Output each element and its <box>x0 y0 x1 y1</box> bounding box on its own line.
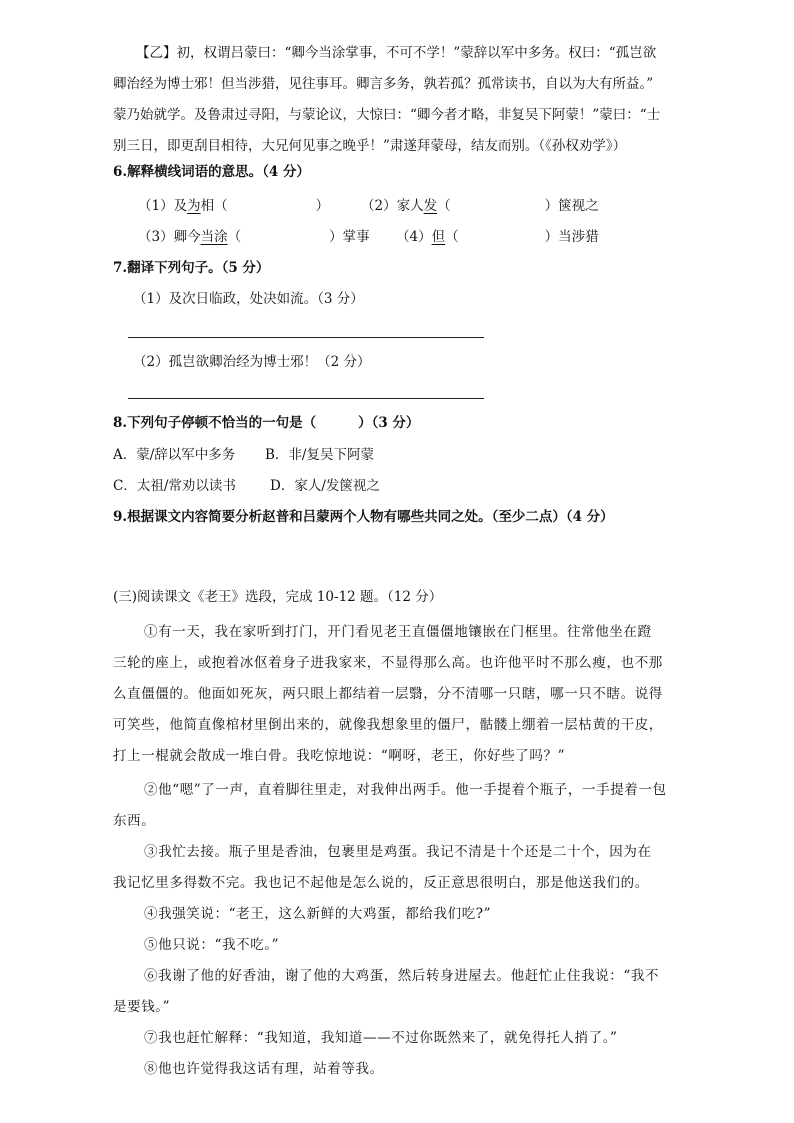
q6-item-3 <box>138 228 370 246</box>
laowang-p8: ⑧他也许觉得我这话有理，站着等我。 <box>144 1061 384 1077</box>
laowang-p4: ④我强笑说：“老王，这么新鲜的大鸡蛋，都给我们吃?” <box>144 906 492 922</box>
q6-item-1-close: ） <box>315 198 330 214</box>
q6-item-2-pre: （2）家人 <box>361 198 424 214</box>
q8-option-b: B．非/复吴下阿蒙 <box>265 447 374 463</box>
laowang-p1-line-5: 打上一棍就会散成一堆白骨。我吃惊地说：“啊呀，老王，你好些了吗？” <box>113 748 566 764</box>
section-3-title: (三)阅读课文《老王》选段，完成 10-12 题。（12 分） <box>113 589 443 605</box>
laowang-p3-line-2: 我记忆里多得数不完。我也记不起他是怎么说的，反正意思很明白，那是他送我们的。 <box>113 875 649 891</box>
q6-item-3-close: ）掌事 <box>329 229 370 245</box>
laowang-p1-line-4: 可笑些，他简直像棺材里倒出来的，就像我想象里的僵尸，骷髅上绷着一层枯黄的干皮， <box>113 717 663 733</box>
q6-item-1-pre: （1）及 <box>138 198 188 214</box>
q6-item-4-word: 但 <box>431 229 446 245</box>
q6-item-4 <box>396 228 599 246</box>
q6-item-3-word: 当涂 <box>200 229 228 245</box>
q8-title-text: 8.下列句子停顿不恰当的一句是（ <box>113 415 317 431</box>
passage-b-line-3: 蒙乃始就学。及鲁肃过寻阳，与蒙论议，大惊曰：“卿今者才略，非复吴下阿蒙！”蒙曰：“士 <box>113 107 661 123</box>
q6-item-2-word: 发 <box>423 198 438 214</box>
laowang-p6-line-1: ⑥我谢了他的好香油，谢了他的大鸡蛋，然后转身进屋去。他赶忙止住我说：“我不 <box>144 968 660 984</box>
q6-item-3-post: （ <box>227 229 242 245</box>
q6-item-4-post: （ <box>445 229 459 245</box>
laowang-p6-line-2: 是要钱。” <box>113 999 171 1015</box>
passage-b-line-1: 【乙】初，权谓吕蒙曰：“卿今当涂掌事，不可不学！”蒙辞以军中多务。权曰：“孤岂欲 <box>136 45 657 61</box>
laowang-p5: ⑤他只说：“我不吃。” <box>144 937 280 953</box>
passage-b-line-2: 卿治经为博士邪！但当涉猎，见往事耳。卿言多务，孰若孤？孤常读书，自以为大有所益。” <box>113 76 654 92</box>
q6-item-4-close: ）当涉猎 <box>544 229 599 245</box>
q7-answer-line-1[interactable] <box>128 337 484 338</box>
q8-option-c: C．太祖/常劝以读书 <box>113 478 236 494</box>
laowang-p2-line-1: ②他“嗯”了一声，直着脚往里走，对我伸出两手。他一手提着个瓶子，一手提着一包 <box>144 782 667 798</box>
q6-item-2-post: （ <box>437 198 451 214</box>
q7-answer-line-2[interactable] <box>128 398 484 399</box>
laowang-p1-line-3: 么直僵僵的。他面如死灰，两只眼上都结着一层翳，分不清哪一只瞎，哪一只不瞎。说得 <box>113 686 663 702</box>
q6-item-3-pre: （3）卿今 <box>138 229 201 245</box>
passage-b-line-4: 别三日，即更刮目相待，大兄何见事之晚乎！”肃遂拜蒙母，结友而别。（《孙权劝学》） <box>113 138 627 154</box>
q6-item-1-word: 为 <box>187 198 201 214</box>
q6-item-4-pre: （4） <box>396 229 432 245</box>
q6-item-1-post: 相（ <box>200 198 228 214</box>
laowang-p1-line-2: 三轮的座上，或抱着冰伛着身子进我家来，不显得那么高。也许他平时不那么瘦，也不那 <box>113 655 663 671</box>
q8-title-close: ）（3 分） <box>358 415 420 431</box>
question-7-title: 7.翻译下列句子。（5 分） <box>113 260 270 276</box>
laowang-p3-line-1: ③我忙去接。瓶子里是香油，包裹里是鸡蛋。我记不清是十个还是二十个，因为在 <box>144 844 652 860</box>
laowang-p7: ⑦我也赶忙解释：“我知道，我知道——不过你既然来了，就免得托人捎了。” <box>144 1030 618 1046</box>
q6-item-1 <box>138 197 329 215</box>
q7-sentence-1: （1）及次日临政，处决如流。（3 分） <box>133 291 364 307</box>
question-9-title: 9.根据课文内容简要分析赵普和吕蒙两个人物有哪些共同之处。（至少二点）（4 分） <box>113 509 614 525</box>
q7-sentence-2: （2）孤岂欲卿治经为博士邪！（2 分） <box>133 354 371 370</box>
q6-item-2-close: ）箧视之 <box>544 198 599 214</box>
laowang-p2-line-2: 东西。 <box>113 813 156 829</box>
q8-option-a: A．蒙/辞以军中多务 <box>113 447 236 463</box>
question-8-title <box>113 414 419 432</box>
question-6-title: 6.解释横线词语的意思。（4 分） <box>113 164 310 180</box>
q6-item-2 <box>361 197 599 215</box>
laowang-p1-line-1: ①有一天，我在家听到打门，开门看见老王直僵僵地镶嵌在门框里。往常他坐在蹬 <box>144 624 652 640</box>
q8-option-d: D．家人/发箧视之 <box>270 478 380 494</box>
